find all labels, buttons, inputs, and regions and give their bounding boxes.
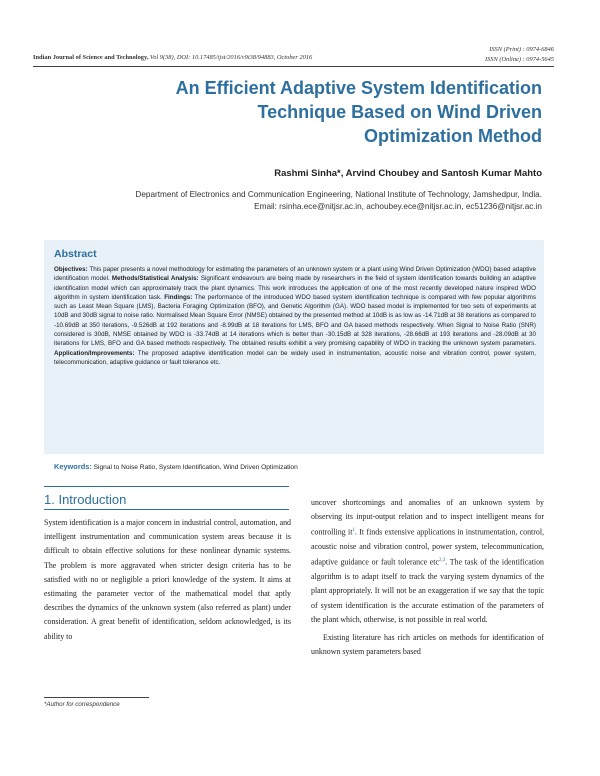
keywords-label: Keywords:	[54, 462, 92, 471]
keywords	[54, 462, 534, 471]
left-column	[44, 516, 291, 644]
author-list: Rashmi Sinha*, Arvind Choubey and Santosh Kumar Mahto	[274, 168, 542, 179]
para-text: . The task of the identification algorithm is to adapt itself to track the varying system dynamics of the plant appropriately. It will not be an exaggeration if we say that the topic of system identification is the accurate estimation of the parameters of the plant which, otherwise, is not possible in real world.	[311, 558, 544, 624]
journal-header	[33, 54, 312, 61]
intro-paragraph: System identification is a major concern in industrial control, automation, and intelligent instrumentation and communication system areas because it is difficult to obtain effective solutions for these nonlinear dynamic systems. The problem is more aggravated when stricter design criteria has to be satisfied with no or negligible a priori knowledge of the system. It aims at estimating the parameter vector of the mathematical model that aptly describes the dynamics of the unknown system (also referred as plant) under consideration. A great benefit of identification, seldom acknowledged, is its ability to	[44, 518, 291, 641]
title-line: An Efficient Adaptive System Identification	[175, 78, 542, 98]
objectives-text: This paper presents a novel methodology for estimating the parameters of an unknown system or a plant using Wind Driven Optimization (WDO) based adaptive identification model.	[54, 266, 536, 283]
title-line: Technique Based on Wind Driven	[257, 102, 542, 122]
literature-paragraph: Existing literature has rich articles on methods for identification of unknown system parameters based	[311, 633, 544, 657]
methods-text: Significant endeavours are being made by researchers in the field of system identification towards building an adaptive identification model which can approximately track the plant dynamics. This work introduces the application of one of the most recently developed nature inspired WDO algorithm in system identification task.	[54, 275, 537, 301]
affiliation: Department of Electronics and Communication Engineering, National Institute of Technology, Jamshedpur, India.	[135, 190, 542, 199]
footnote: *Author for correspondence	[44, 701, 120, 708]
application-text: The proposed adaptive identification model can be widely used in instrumentation, acoustic noise and vibration control, power system, telecommunication, adaptive guidance or fault tolerance etc.	[54, 349, 536, 366]
right-column	[311, 496, 544, 659]
citation-ref[interactable]: 1	[352, 528, 355, 534]
paper-title	[82, 76, 542, 148]
issn-print: ISSN (Print) : 0974-6846	[489, 46, 554, 53]
keywords-text: Signal to Noise Ratio, System Identification, Wind Driven Optimization	[91, 464, 298, 471]
issn-block	[485, 45, 554, 64]
methods-label: Methods/Statistical Analysis:	[111, 275, 199, 283]
section-top-rule	[44, 486, 289, 487]
para-text: . It finds extensive applications in instrumentation, control, acoustic noise and vibration control, power system, telecommunication, adaptive guidance or fault tolerance etc	[311, 528, 544, 568]
findings-text: The performance of the introduced WDO based system identification technique is compared with few popular algorithms such as Least Mean Square (LMS), Bacteria Foraging Optimization (BFO), and Genetic Algorithm (GA). WDO based model is implemented for two sets of experiments at 10dB and 30dB signal to noise ratio. Normalised Mean Square Error (NMSE) obtained by the presented method at 10dB is as low as -14.71dB at 38 iterations as compared to -10.69dB at 350 iterations, -9.526dB at 192 iterations and -8.99dB at 18 iterations for LMS, BFO and GA based methods respectively. When Signal to Noise Ratio (SNR) considered is 30dB, NMSE obtained by WDO is -33.74dB at 14 iterations which is better than -30.15dB at 328 iterations, -28.66dB at 193 iterations and -28.09dB at 30 iterations for LMS, BFO and GA based methods respectively. The obtained results exhibit a very promising capability of WDO in tracking the unknown system parameters.	[54, 293, 536, 348]
journal-citation: Vol 9(38), DOI: 10.17485/ijst/2016/v9i38/94883, October 2016	[148, 54, 313, 61]
intro-paragraph-continued	[311, 496, 544, 627]
affiliation-block	[135, 189, 542, 213]
findings-label: Findings:	[164, 293, 193, 301]
journal-name: Indian Journal of Science and Technology,	[33, 54, 149, 61]
section-heading: 1. Introduction	[44, 492, 127, 507]
footnote-rule	[44, 697, 149, 698]
abstract-heading: Abstract	[54, 248, 97, 260]
header-divider	[33, 66, 554, 67]
application-label: Application/Improvements:	[54, 349, 135, 357]
citation-ref[interactable]: 2,3	[439, 558, 446, 564]
email-line: Email: rsinha.ece@nitjsr.ac.in, achoubey.ece@nitjsr.ac.in, ec51236@nitjsr.ac.in	[254, 202, 542, 211]
issn-online: ISSN (Online) : 0974-5645	[484, 55, 554, 63]
objectives-label: Objectives:	[54, 266, 88, 273]
abstract-body	[54, 265, 536, 367]
section-underline	[44, 509, 289, 510]
title-line: Optimization Method	[364, 126, 542, 146]
para-text: uncover shortcomings and anomalies of an unknown system by observing its input-output relation and to inspect intelligent means for controlling it	[311, 498, 544, 538]
